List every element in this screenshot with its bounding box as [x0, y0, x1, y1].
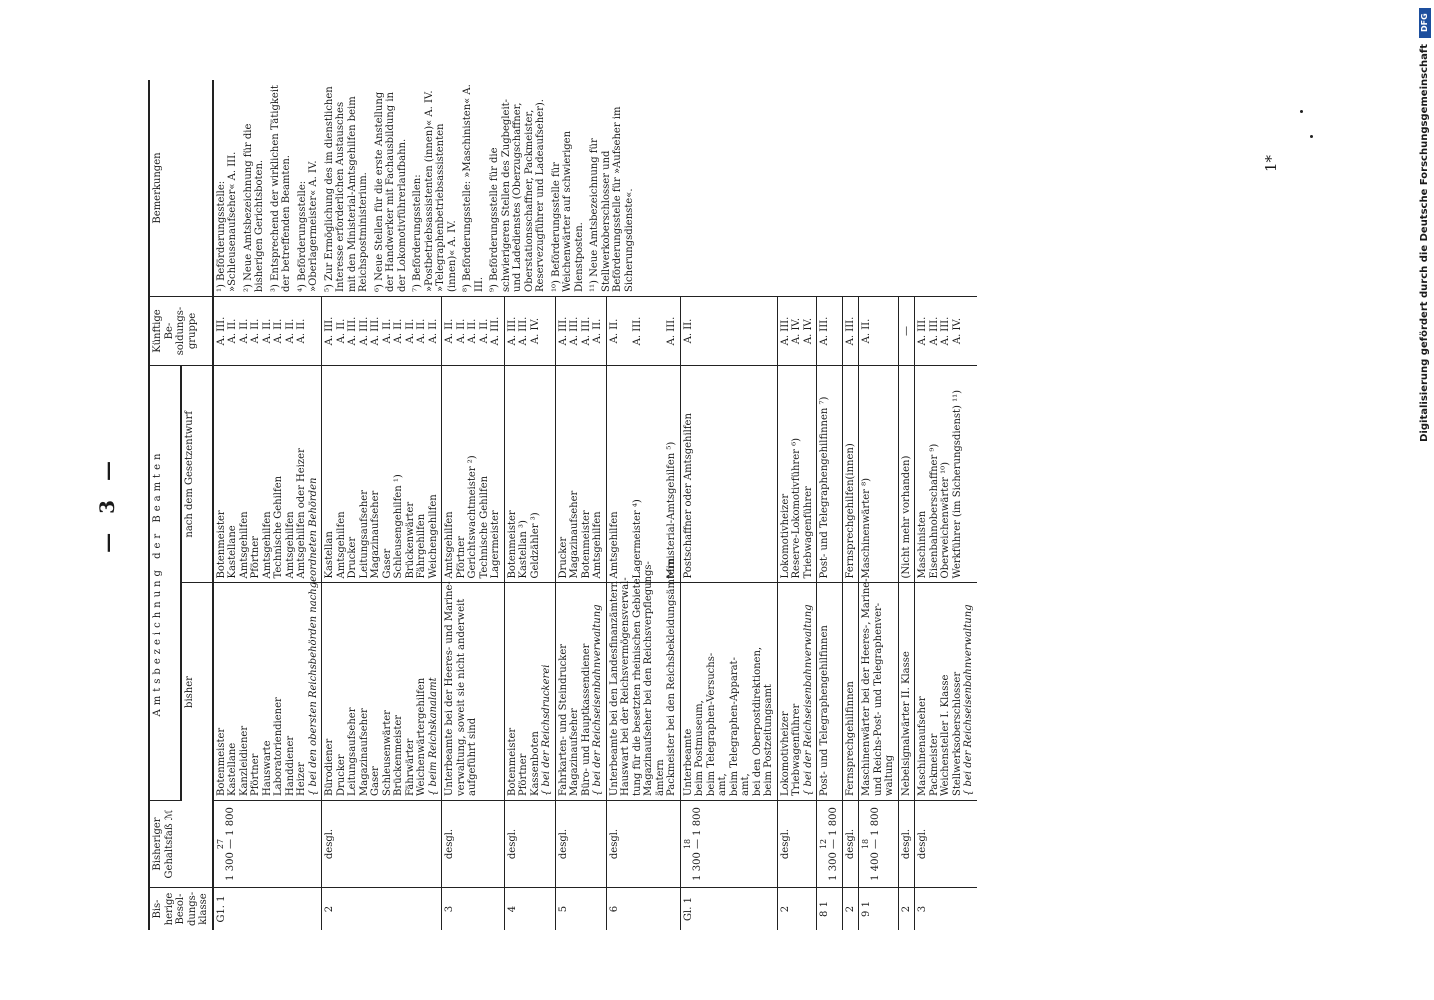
neu-line: Magazinaufseher — [370, 490, 381, 579]
cell-gruppe — [442, 297, 505, 366]
cell-gehalt-value: desgl. — [557, 828, 569, 860]
neu-line: Pförtner — [250, 536, 261, 579]
gruppe-line: A. III. — [819, 316, 830, 346]
cell-gehalt-value: 1 300 — 1 800 — [828, 807, 840, 881]
cell-klasse: 2 — [777, 888, 817, 931]
remark: ¹) Beförderungsstelle: »Schleusenaufseher« A. III. — [215, 151, 238, 292]
header-neu: nach dem Gesetzentwurf — [181, 366, 213, 584]
remark: ⁸) Beförderungsstelle: »Maschinisten« A. III. — [462, 84, 485, 292]
gruppe-line: A. IV. — [529, 317, 541, 345]
cell-klasse: 3 — [915, 888, 977, 931]
gruppe-line: A. II. — [335, 318, 347, 344]
neu-line: Oberweichenwärter ¹⁰) — [940, 462, 952, 579]
cell-klasse: 2 — [898, 888, 915, 931]
gruppe-line: A. II. — [250, 318, 261, 344]
bisher-line: Fährwärter — [404, 738, 416, 796]
cell-gruppe — [213, 297, 322, 366]
header-klasse: Bis- herige Besol- dungs- klasse — [149, 888, 213, 931]
bisher-line: Leitungsaufseher — [347, 707, 358, 796]
remark: ²) Neue Amtsbezeichnung für die bisherigen Gerichtsboten. — [242, 123, 265, 292]
gruppe-line: A. II. — [608, 318, 620, 344]
gruppe-line: A. III. — [358, 316, 370, 346]
bisher-line: Weichenwärtergehilfen — [416, 677, 427, 796]
bisher-line: Handdiener — [284, 735, 296, 796]
bisher-line: Heizer — [296, 762, 307, 796]
cell-neu — [555, 366, 606, 584]
gruppe-line: A. IV. — [951, 317, 963, 345]
neu-line: Kastellane — [227, 525, 238, 579]
neu-line: Brückenwärter — [404, 501, 416, 579]
bisher-line: Hauswart bei der Reichsvermögensverwal- — [620, 577, 631, 796]
cell-neu — [504, 366, 555, 584]
cell-klasse: 9 1 — [859, 888, 899, 931]
neu-line: Lagermeister — [490, 510, 501, 579]
speck — [1310, 135, 1313, 138]
bisher-line: bei den Oberpostdirektionen, — [751, 646, 763, 796]
cell-gruppe — [915, 297, 977, 366]
cell-gruppe — [504, 297, 555, 366]
cell-gehalt-sup: 18 — [682, 838, 692, 850]
bisher-line: Gaser — [370, 766, 381, 796]
neu-line: Kastellan — [324, 531, 335, 579]
gruppe-line: A. III. — [917, 316, 929, 346]
gruppe-line: A. II. — [455, 318, 467, 344]
bisher-line: Brückenmeister — [393, 714, 404, 796]
cell-gehalt — [898, 801, 915, 888]
gruppe-line: A. III. — [928, 316, 940, 346]
neu-line: Amtsgehilfen oder Heizer — [296, 448, 307, 579]
cell-gruppe — [555, 297, 606, 366]
bisher-note: { bei der Reichseisenbahnverwaltung — [802, 604, 814, 796]
cell-klasse: 8 1 — [817, 888, 843, 931]
neu-line: Technische Gehilfen — [273, 475, 284, 579]
gruppe-line — [655, 301, 667, 361]
cell-gruppe — [322, 297, 442, 366]
cell-gehalt — [817, 801, 843, 888]
bisher-line: ämtern — [654, 759, 666, 796]
cell-gehalt — [606, 801, 680, 888]
cell-klasse: 3 — [442, 888, 505, 931]
cell-neu — [606, 366, 680, 584]
gruppe-line: A. III. — [779, 316, 791, 346]
gruppe-line: A. III. — [631, 316, 643, 346]
cell-gehalt — [842, 801, 859, 888]
gruppe-line: A. III. — [557, 316, 569, 346]
neu-line: Leitungsaufseher — [358, 490, 370, 579]
neu-line: Gaser — [381, 548, 393, 579]
neu-line — [643, 370, 655, 579]
cell-neu — [213, 366, 322, 584]
neu-line: Geldzähler ³) — [529, 512, 541, 579]
bisher-line: Packmeister bei den Reichsbekleidungsämtern — [666, 557, 677, 796]
bisher-line: Botenmeister — [506, 727, 518, 796]
gruppe-line: A. II. — [592, 318, 603, 344]
salary-table — [148, 80, 977, 930]
gruppe-line: A. II. — [682, 318, 694, 344]
speck — [1300, 110, 1303, 113]
neu-line: Technische Gehilfen — [478, 475, 490, 579]
cell-klasse: G1. 1 — [213, 888, 322, 931]
cell-gehalt-value: desgl. — [324, 828, 335, 860]
neu-line — [620, 370, 632, 579]
remark: ¹⁰) Beförderungsstelle für Weichenwärter auf schwierigen Dienstposten. — [550, 130, 585, 292]
neu-line: Pförtner — [455, 536, 467, 579]
remark: ⁵) Zur Ermöglichung des im dienstlichen Interesse erforderlichen Austausches mit den Ministerial-Amtsgehilfen beim Reichspostministerium. — [323, 86, 369, 292]
gruppe-line: A. III. — [518, 316, 529, 346]
cell-neu — [777, 366, 817, 584]
bisher-line: Magazinaufseher — [358, 708, 370, 796]
gruppe-line: A. II. — [284, 318, 296, 344]
rotated-table — [148, 80, 1258, 930]
neu-line: Gerichtswachtmeister ²) — [467, 455, 478, 579]
neu-line: Amtsgehilfen — [284, 511, 296, 579]
bisher-line: Weichensteller I. Klasse — [940, 674, 952, 796]
cell-neu — [859, 366, 899, 584]
gruppe-line: A. III. — [940, 316, 952, 346]
gruppe-line: A. III. — [490, 316, 501, 346]
neu-line: Amtsgehilfen — [238, 511, 250, 579]
bisher-line: Hauswarte — [261, 740, 273, 796]
gruppe-line: A. II. — [261, 318, 273, 344]
cell-gruppe — [680, 297, 777, 366]
neu-line: Amtsgehilfen — [261, 511, 273, 579]
bisher-line: beim Postmuseum, — [694, 700, 705, 796]
bisher-line: und Reichs-Post- und Telegraphenver- — [872, 602, 884, 796]
bisher-line: Magazinaufseher — [569, 708, 580, 796]
neu-line: Drucker — [347, 536, 358, 579]
cell-neu — [322, 366, 442, 584]
remark: ⁶) Neue Stellen für die erste Anstellung der Handwerker mit Fachausbildung in der Lokomotivführerlaufbahn. — [373, 91, 408, 292]
cell-neu — [817, 366, 843, 584]
neu-line: Eisenbahnoberschaffner ⁹) — [928, 443, 940, 579]
gruppe-line: A. III. — [506, 316, 518, 346]
gruppe-line: A. III. — [347, 316, 358, 346]
cell-klasse: Gl. 1 — [680, 888, 777, 931]
cell-neu — [680, 366, 777, 584]
cell-gruppe — [606, 297, 680, 366]
cell-bisher — [555, 583, 606, 801]
bisher-line: Kassenboten — [529, 731, 541, 796]
cell-gehalt — [555, 801, 606, 888]
bisher-line: amt, — [717, 773, 728, 796]
gruppe-line: A. II. — [404, 318, 416, 344]
bisher-line: Laboratoriendiener — [273, 697, 284, 796]
cell-bisher — [322, 583, 442, 801]
bisher-line: beim Telegraphen-Versuchs- — [705, 652, 717, 796]
gruppe-line: A. II. — [273, 318, 284, 344]
neu-line: Kastellan ³) — [518, 520, 529, 579]
bisher-line: Magazinaufseher bei den Reichsverpflegungs- — [643, 561, 654, 796]
cell-bisher — [915, 583, 977, 801]
gruppe-line: A. III. — [324, 316, 335, 346]
neu-line: Postschaffner oder Amtsgehilfen — [682, 413, 694, 579]
cell-gehalt — [213, 801, 322, 888]
cell-bisher — [442, 583, 505, 801]
bisher-line: Kastellane — [227, 742, 238, 796]
neu-line: Reserve-Lokomotivführer ⁶) — [791, 438, 802, 579]
remark: ⁴) Beförderungsstelle: »Oberlagermeister« A. IV. — [296, 160, 319, 292]
neu-line: Botenmeister — [580, 510, 592, 579]
gruppe-line: A. III. — [580, 316, 592, 346]
bisher-line: Unterbeamte — [682, 728, 694, 796]
gruppe-line: A. II. — [238, 318, 250, 344]
neu-line: Lagermeister ⁴) — [631, 499, 643, 579]
cell-bisher — [859, 578, 899, 801]
gruppe-line: A. III. — [370, 316, 381, 346]
gruppe-line: A. II. — [227, 318, 238, 344]
neu-line: Weichengehilfen — [427, 494, 439, 579]
neu-line: Botenmeister — [506, 510, 518, 579]
gruppe-line: A. IV. — [802, 317, 814, 345]
neu-line — [655, 370, 667, 579]
bisher-line: Unterbeamte bei den Landesfinanzämtern — [608, 581, 620, 796]
cell-bisher — [777, 583, 817, 801]
bisher-line: Botenmeister — [215, 727, 227, 796]
neu-line: Ministerial-Amtsgehilfen ⁵) — [666, 441, 677, 579]
bisher-line: Maschinenwärter bei der Heeres-, Marine- — [861, 578, 873, 796]
bisher-note: { bei der Reichsdruckerei — [541, 664, 552, 796]
cell-bisher — [504, 583, 555, 801]
bisher-line: Nebelsignalwärter II. Klasse — [900, 651, 912, 796]
cell-neu — [442, 366, 505, 584]
bisher-line: Maschinenaufseher — [917, 696, 929, 796]
bisher-line: aufgeführt sind — [467, 717, 478, 796]
cell-neu — [898, 366, 915, 584]
bisher-note: { bei der Reichseisenbahnverwaltung — [592, 604, 603, 796]
cell-gehalt-value: desgl. — [608, 828, 620, 860]
bisher-note: { beim Reichskanalamt — [427, 677, 439, 796]
bisher-line: Unterbeamte bei der Heeres- und Marine- — [444, 581, 455, 796]
gruppe-line: A. III. — [666, 316, 677, 346]
neu-line: (Nicht mehr vorhanden) — [900, 455, 912, 579]
cell-gehalt-value: desgl. — [444, 828, 455, 860]
bisher-line: Kanzleidiener — [238, 725, 250, 796]
neu-line: Werkführer (im Sicherungsdienst) ¹¹) — [951, 389, 963, 579]
bisher-line: Büro- und Hauptkassendiener — [580, 643, 592, 796]
gruppe-line: A. II. — [467, 318, 478, 344]
cell-gehalt-value: 1 300 — 1 800 — [224, 807, 236, 881]
cell-gruppe — [859, 297, 899, 366]
neu-line: Fährgehilfen — [416, 513, 427, 579]
cell-gehalt-sup: 18 — [861, 838, 871, 850]
cell-gehalt — [777, 801, 817, 888]
cell-gehalt-value: desgl. — [917, 828, 929, 860]
gruppe-line — [620, 301, 632, 361]
neu-line: Triebwagenführer — [802, 486, 814, 579]
cell-klasse: 5 — [555, 888, 606, 931]
cell-bisher — [606, 557, 680, 801]
cell-klasse: 2 — [842, 888, 859, 931]
cell-klasse: 6 — [606, 888, 680, 931]
cell-gehalt-value: 1 400 — 1 800 — [870, 807, 882, 881]
bisher-line: Post- und Telegraphengehilfinnen — [819, 625, 830, 796]
gruppe-line: A. II. — [444, 318, 455, 344]
remark: ¹¹) Neue Amtsbezeichnung für Stellwerkoberschlosser und Beförderungsstelle für »Aufseher im Sicherungsdienste«. — [589, 106, 635, 292]
sheet-mark: 1* — [1262, 155, 1280, 173]
cell-bisher — [898, 583, 915, 801]
gruppe-line: A. II. — [478, 318, 490, 344]
dfg-logo: DFG — [1419, 8, 1431, 38]
dfg-footer — [1418, 8, 1432, 1000]
header-gehalt: Bisheriger Gehaltsfaß ℳ — [149, 801, 213, 888]
bisher-line: Stellwerksoberschlosser — [951, 671, 963, 796]
cell-gehalt — [322, 801, 442, 888]
neu-line: Maschinisten — [917, 510, 929, 579]
header-bemerkungen: Bemerkungen — [149, 80, 213, 297]
gruppe-line: A. II. — [427, 318, 439, 344]
bisher-line: waltung — [884, 754, 896, 796]
bisher-line: Fernsprechgehilfinnen — [844, 681, 856, 796]
bisher-line: Bürodiener — [324, 738, 335, 796]
cell-gruppe — [842, 297, 859, 366]
bisher-line: Pförtner — [250, 753, 261, 796]
neu-line: Amtsgehilfen — [608, 511, 620, 579]
gruppe-line: — — [900, 326, 912, 336]
page-number: — 3 — — [95, 455, 119, 553]
remark: ⁷) Beförderungsstellen: »Postbetriebsassistenten (innen)« A. IV. »Telegraphenbetriebsassistenten (innen)« A. IV. — [412, 90, 458, 292]
gruppe-line — [643, 301, 655, 361]
cell-bisher — [842, 583, 859, 801]
digitization-note: Digitalisierung gefördert durch die Deutsche Forschungsgemeinschaft — [1419, 44, 1430, 442]
neu-line: Fernsprechgehilfen(innen) — [844, 443, 856, 579]
bisher-line: Lokomotivheizer — [779, 711, 791, 796]
header-amtsbezeichnung: Amtsbezeichnung der Beamten — [149, 366, 181, 801]
cell-gehalt — [442, 801, 505, 888]
neu-line: Amtsgehilfen — [335, 511, 347, 579]
bisher-line: amt, — [740, 773, 751, 796]
cell-gehalt — [859, 801, 899, 888]
cell-gehalt — [680, 801, 777, 888]
bisher-line: tung für die besetzten rheinischen Gebiete — [631, 578, 643, 796]
remark: ³) Entsprechend der wirklichen Tätigkeit der betreffenden Beamten. — [269, 84, 292, 292]
neu-line: Maschinenwärter ⁸) — [861, 478, 873, 579]
bisher-line: Pförtner — [518, 753, 529, 796]
bisher-note: { bei der Reichseisenbahnverwaltung — [963, 604, 975, 796]
bisher-line: verwaltung, soweit sie nicht anderweit — [455, 598, 467, 796]
cell-gehalt-value: desgl. — [779, 828, 791, 860]
cell-gehalt-value: desgl. — [844, 828, 856, 860]
cell-gruppe — [817, 297, 843, 366]
cell-gehalt-value: desgl. — [506, 828, 518, 860]
neu-line: Lokomotivheizer — [779, 493, 791, 579]
table-row — [213, 80, 322, 930]
bisher-line: beim Telegraphen-Apparat- — [728, 657, 740, 796]
gruppe-line: A. II. — [861, 318, 873, 344]
neu-line: Drucker — [557, 536, 569, 579]
cell-klasse: 4 — [504, 888, 555, 931]
gruppe-line: A. II. — [296, 318, 307, 344]
cell-gehalt-value: desgl. — [900, 828, 912, 860]
gruppe-line: A. III. — [844, 316, 856, 346]
header-gruppe: Künftige Be- soldungs- gruppe — [149, 297, 213, 366]
cell-gehalt — [915, 801, 977, 888]
cell-neu — [842, 366, 859, 584]
neu-line: Botenmeister — [215, 510, 227, 579]
gruppe-line: A. III. — [215, 316, 227, 346]
neu-line: Amtsgehilfen — [592, 511, 603, 579]
cell-gehalt-sup: 12 — [819, 838, 828, 850]
cell-bemerkungen — [213, 80, 977, 297]
gruppe-line: A. IV. — [791, 317, 802, 345]
bisher-line: Schleusenwärter — [381, 710, 393, 796]
gruppe-line: A. III. — [569, 316, 580, 346]
bisher-line: beim Postzeitungsamt — [763, 684, 774, 796]
cell-bisher — [680, 583, 777, 801]
bisher-line: Drucker — [335, 754, 347, 796]
gruppe-line: A. II. — [393, 318, 404, 344]
remark: ⁹) Beförderungsstelle für die schwierigeren Stellen des Zugbegleit- und Ladedienstes (Oberzugschaffner, Oberstationsschaffner, Packmeister, Reservezugführer und Ladeaufseher). — [489, 98, 546, 292]
cell-gehalt-value: 1 300 — 1 800 — [691, 807, 703, 881]
cell-neu — [915, 366, 977, 584]
bisher-line: Packmeister — [928, 733, 940, 796]
gruppe-line: A. II. — [381, 318, 393, 344]
cell-gehalt — [504, 801, 555, 888]
cell-gruppe — [898, 297, 915, 366]
bisher-line: Triebwagenführer — [791, 703, 802, 796]
gruppe-line: A. II. — [416, 318, 427, 344]
cell-bisher — [817, 583, 843, 801]
neu-line: Schleusengehilfen ¹) — [393, 474, 404, 579]
neu-line: Amtsgehilfen — [444, 511, 455, 579]
header-bisher: bisher — [181, 583, 213, 801]
cell-klasse: 2 — [322, 888, 442, 931]
cell-gruppe — [777, 297, 817, 366]
bisher-note: { bei den obersten Reichsbehörden nachgeordneten Behörden — [307, 477, 319, 796]
cell-gehalt-sup: 27 — [215, 838, 225, 850]
neu-line: Post- und Telegraphengehilfinnen ⁷) — [819, 396, 830, 579]
bisher-line: Fahrkarten- und Steindrucker — [557, 643, 569, 796]
neu-line: Magazinaufseher — [569, 490, 580, 579]
